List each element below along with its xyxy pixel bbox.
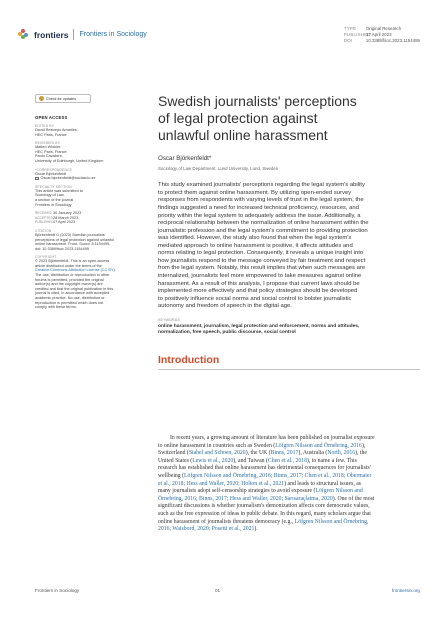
footer-journal[interactable]: Frontiers in Sociology xyxy=(35,588,80,593)
abstract-line: This study examined journalists' perceptions regarding the legal system's ability xyxy=(158,182,365,189)
citation-link[interactable]: Löfgren Nilsson and xyxy=(315,488,363,495)
intro-text: ), xyxy=(361,442,366,449)
keywords xyxy=(158,324,420,336)
intro-line xyxy=(158,503,420,511)
citation-link[interactable]: Lewis et al., 2020 xyxy=(192,457,234,464)
intro-text: ), the xyxy=(355,450,367,457)
page-number: 01 xyxy=(215,588,221,593)
date-key: ACCEPTED xyxy=(35,215,53,220)
intro-text: ) and leads to structural issues, as xyxy=(284,480,361,487)
abstract-line: journalistic profession and the legal system's commitment to providing protection xyxy=(158,227,368,234)
meta-key: PUBLISHED xyxy=(343,32,371,38)
citation-label: CITATION xyxy=(35,228,52,233)
abstract-line: internalized, journalists feel more empowered to take measures against online xyxy=(158,272,362,279)
reviewed-by-label: REVIEWED BY xyxy=(35,141,61,146)
article-meta xyxy=(344,26,420,45)
citation-link[interactable]: Örnebring, 2016; Binns, 2017; Hess and Waller, 2020; Sarısaraçlatma, 2020 xyxy=(158,495,333,502)
edited-by xyxy=(35,128,135,137)
intro-text: In recent years, a growing amount of literature has been published on journalist exposure xyxy=(170,435,375,441)
citation-link[interactable]: Chen et al., 2018 xyxy=(267,457,307,464)
check-for-updates-button[interactable] xyxy=(35,94,91,103)
specialty-line: a section of the journal xyxy=(35,197,74,202)
abstract-line: mediated approach to online harassment is positive, it affects attitudes and xyxy=(158,242,353,249)
keywords-line: online harassment, journalism, legal protection and enforcement, norms and attitudes, xyxy=(158,323,360,329)
keywords-label: KEYWORDS xyxy=(158,317,181,322)
meta-key: TYPE xyxy=(343,26,357,31)
abstract-line: responses from respondents with varying levels of trust in the legal system, the xyxy=(158,197,364,204)
citation-line: online harassment. Front. Sociol. 8:1154495. xyxy=(35,242,111,247)
copyright-line: journal is cited, in accordance with accepted xyxy=(35,291,110,296)
page-header xyxy=(18,26,420,48)
footer-site-link[interactable]: frontiersin.org xyxy=(391,588,420,593)
intro-line xyxy=(158,488,420,496)
copyright-line: credited and that the original publication in this xyxy=(35,286,114,291)
specialty-section-label: SPECIALTY SECTION xyxy=(35,184,72,189)
copyright-line: author(s) and the copyright owner(s) are xyxy=(35,282,103,287)
intro-text: ). One of the most xyxy=(332,495,375,502)
copyright-line: © 2023 Björkenfeldt. This is an open-access xyxy=(35,259,110,264)
abstract-line: was identified. However, the study also found that when the legal system's xyxy=(158,235,352,242)
intro-line xyxy=(158,450,420,458)
specialty-line: Frontiers in Sociology xyxy=(35,202,72,207)
copyright-text xyxy=(35,259,135,310)
citation-link[interactable]: Stahel and Schoen, 2020 xyxy=(188,450,246,457)
meta-key: DOI xyxy=(343,38,353,44)
copyright-line: forums is permitted, provided the original xyxy=(35,277,104,282)
check-for-updates-label: Check for updates xyxy=(46,96,76,101)
author-name[interactable]: Oscar Björkenfeldt* xyxy=(158,155,212,163)
specialty-section xyxy=(35,189,135,207)
meta-value: 10.3389/fsoc.2023.1154495 xyxy=(365,38,420,44)
copyright-line: reproduction is permitted which does not xyxy=(35,300,104,305)
citation-text xyxy=(35,233,135,251)
citation-link[interactable]: Binns, 2017 xyxy=(270,450,299,457)
date-row xyxy=(35,220,135,225)
correspondence-label: *CORRESPONDENCE xyxy=(35,167,73,172)
intro-text: online harassment of journalists threatens democracy (e.g., xyxy=(158,518,295,525)
citation-link[interactable]: 2016; Waisbord, 2020; Posetti et al., 2021 xyxy=(158,526,255,533)
copyright-line: comply with these terms. xyxy=(35,305,77,310)
copyright-line: academic practice. No use, distribution or xyxy=(35,296,105,301)
reviewed-by xyxy=(35,145,135,163)
citation-link[interactable]: Löfgren Nilsson and Örnebring, 2016; Binns, 2017; Chen et al., 2018; Obermaier xyxy=(184,472,372,479)
intro-text: wellbeing ( xyxy=(158,472,185,479)
citation-line: perceptions of legal protection against unlawful xyxy=(35,237,114,242)
abstract-line: to protect them against online harassment. By utilizing open-ended survey xyxy=(158,189,352,196)
abstract-line: from the legal system. Notably, this result implies that when such messages are xyxy=(158,265,366,272)
intro-text: ), the UK ( xyxy=(245,450,271,457)
intro-line xyxy=(158,526,420,534)
copyright-label: COPYRIGHT xyxy=(35,255,57,260)
introduction-body xyxy=(158,435,420,534)
abstract-line: how journalists respond to the message conveyed by fair treatment and respect xyxy=(158,257,366,264)
title-line: of legal protection against xyxy=(158,109,318,126)
abstract-line: autonomy and freedom of speech in the digital age. xyxy=(158,303,292,310)
reviewed-by-line: HEC Paris, France xyxy=(35,149,67,154)
intro-text: research has established that online harassment has detrimental consequences for journalists' xyxy=(158,465,371,472)
edited-by-label: EDITED BY xyxy=(35,124,55,128)
article-title xyxy=(158,93,420,143)
introduction-heading: Introduction xyxy=(158,354,220,367)
open-access-label: OPEN ACCESS xyxy=(35,115,68,120)
intro-line xyxy=(158,435,420,443)
citation-link[interactable]: Löfgren Nilsson and Örnebring, 2016 xyxy=(275,442,362,449)
reviewed-by-line: University of Edinburgh, United Kingdom xyxy=(35,158,104,163)
check-updates-icon xyxy=(39,96,44,101)
intro-line xyxy=(158,473,420,481)
intro-text: many journalists adopt self-censorship strategies to avoid exposure ( xyxy=(158,488,316,495)
intro-text: to online harassment in countries such as Sweden ( xyxy=(158,442,276,449)
reviewed-by-line: Matteo Winkler, xyxy=(35,145,62,150)
introduction-rule xyxy=(158,369,420,370)
citation-line: doi: 10.3389/fsoc.2023.1154495 xyxy=(35,246,89,251)
article-sidebar xyxy=(35,94,135,310)
specialty-line: This article was submitted to xyxy=(35,188,83,193)
abstract-line: to positively influence social norms and social control to bolster journalistic xyxy=(158,295,352,302)
citation-link[interactable]: Löfgren Nilsson and Örnebring, xyxy=(294,518,369,525)
date-value: 30 January 2023 xyxy=(53,211,82,216)
title-line: unlawful online harassment xyxy=(158,126,328,143)
abstract xyxy=(158,182,420,310)
intro-text: Switzerland ( xyxy=(158,450,189,457)
citation-link[interactable]: et al., 2018; Hess and Waller, 2020; Holton et al., 2021 xyxy=(158,480,285,487)
intro-text: ), to name a few. This xyxy=(306,457,357,464)
date-value: 28 March 2023 xyxy=(53,215,79,220)
intro-text: ), Australia ( xyxy=(298,450,328,457)
intro-line xyxy=(158,511,420,519)
intro-line xyxy=(158,465,420,473)
date-value: 17 April 2023 xyxy=(53,220,76,225)
correspondence-email-row[interactable] xyxy=(35,176,135,181)
license-link[interactable]: Creative Commons Attribution License (CC BY). xyxy=(35,268,116,273)
edited-by-line: David Restrepo Amariles, xyxy=(35,128,78,132)
abstract-line: norms relating to legal protection. Consequently, it reveals a unique insight into xyxy=(158,250,364,257)
author-affiliation: Sociology of Law Department, Lund University, Lund, Sweden xyxy=(158,166,279,172)
intro-text: United States ( xyxy=(158,457,193,464)
frontiers-logo[interactable] xyxy=(18,29,147,40)
title-line: Swedish journalists' perceptions xyxy=(158,93,357,109)
brand-name: frontiers xyxy=(34,29,69,40)
intro-text: such as the free expression of ideas in public debate. In this regard, many scholars argue that xyxy=(158,510,371,517)
date-key: PUBLISHED xyxy=(35,220,54,225)
abstract-line: reciprocal relationship between the normalization of online harassment within the xyxy=(158,220,369,227)
copyright-line: The use, distribution or reproduction in other xyxy=(35,273,110,278)
frontiers-logo-icon xyxy=(18,29,31,40)
edited-by-line: HEC Paris, France xyxy=(35,132,67,137)
specialty-line: Sociology of Law, xyxy=(35,193,65,198)
correspondence-name: Oscar Björkenfeldt xyxy=(35,171,67,176)
intro-text: ), and Taiwan ( xyxy=(233,457,268,464)
email-icon xyxy=(35,177,39,180)
abstract-line: priority within the legal system to adequately address the issue. Additionally, a xyxy=(158,212,361,219)
abstract-line: findings suggested a need for increased technical proficiency, resources, and xyxy=(158,205,359,212)
header-divider xyxy=(73,29,74,40)
intro-text: ). xyxy=(254,526,258,533)
correspondence-email[interactable]: Oscar.bjorkenfeldt@soclaw.lu.se xyxy=(40,176,96,181)
reviewed-by-line: Paolo Cavaliere, xyxy=(35,154,63,159)
abstract-line: harassment. As a result of this analysis, I propose that current laws should be xyxy=(158,280,360,287)
intro-line xyxy=(158,519,420,527)
copyright-line: article distributed under the terms of the xyxy=(35,263,102,268)
intro-text: significant discussions is whether journalism's demonization affects core democratic values, xyxy=(158,503,370,510)
article-main xyxy=(158,93,420,370)
meta-value: Original Research xyxy=(365,26,402,31)
citation-line: Björkenfeldt O (2023) Swedish journalists' xyxy=(35,232,106,237)
citation-link[interactable]: North, 2016 xyxy=(327,450,356,457)
journal-name[interactable]: Frontiers in Sociology xyxy=(79,31,147,38)
abstract-line: implemented more effectively and that policy strategies should be developed xyxy=(158,288,358,295)
date-key: RECEIVED xyxy=(35,211,52,216)
keywords-line: normalization, free speech, public discourse, social control xyxy=(158,329,296,335)
article-dates xyxy=(35,211,135,225)
meta-row xyxy=(344,38,420,44)
meta-value: 17 April 2023 xyxy=(365,32,392,38)
